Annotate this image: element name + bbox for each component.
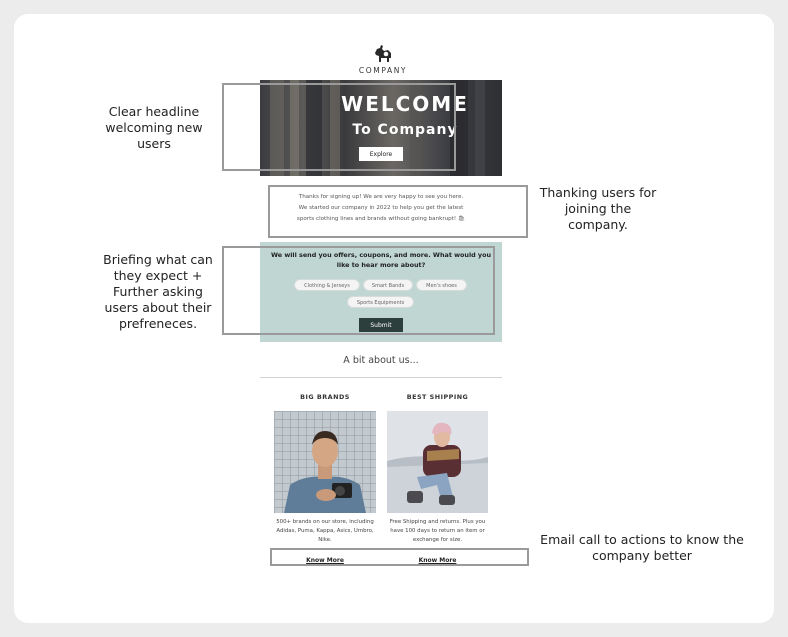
annotation-cta [536, 532, 748, 564]
description-line: Free Shipping and returns. Plus you [389, 519, 486, 525]
preferences-title-line: We will send you offers, coupons, and more. What would you [270, 251, 492, 259]
annotation-line: Clear headline [108, 104, 200, 119]
annotation-line: company better [592, 548, 692, 563]
hero-title: WELCOME [341, 92, 469, 116]
annotation-line: Briefing what can [103, 252, 213, 267]
man-with-camera-image [274, 411, 376, 513]
annotation-line: welcoming new [105, 120, 203, 135]
logo-text: COMPANY [358, 66, 408, 75]
annotation-box-briefing [222, 246, 495, 335]
annotation-line: they expect + [113, 268, 203, 283]
annotation-line: prefreneces. [118, 316, 198, 331]
annotation-thanking [534, 185, 662, 233]
big-brands-description [274, 518, 376, 545]
option-mens-shoes[interactable]: Men's shoes [416, 279, 467, 291]
big-brands-photo [274, 411, 376, 513]
description-line: Adidas, Puma, Kappa, Asics, Umbro, [276, 528, 374, 534]
about-heading: A bit about us... [343, 355, 419, 366]
description-line: exchange for size. [412, 537, 463, 543]
know-more-link-shipping[interactable]: Know More [418, 557, 457, 564]
description-line: 500+ brands on our store, including [276, 519, 374, 525]
annotation-box-headline [222, 83, 456, 171]
annotation-headline [100, 104, 208, 152]
camel-logo-icon [372, 44, 394, 64]
annotation-briefing [96, 252, 220, 332]
column-title-best-shipping: BEST SHIPPING [406, 393, 469, 401]
annotation-line: joining the [564, 201, 632, 216]
annotation-line: users [137, 136, 171, 151]
description-line: Nike. [318, 537, 332, 543]
know-more-link-brands[interactable]: Know More [306, 557, 344, 564]
thanks-line: We started our company in 2022 to help you get the latest [298, 205, 464, 211]
thanks-line: Thanks for signing up! We are very happy to see you here. [298, 194, 464, 200]
annotation-line: users about their [104, 300, 212, 315]
option-smart-bands[interactable]: Smart Bands [363, 279, 413, 291]
submit-button[interactable]: Submit [359, 318, 403, 332]
annotation-box-cta [270, 548, 529, 566]
best-shipping-description [387, 518, 488, 545]
annotation-line: Email call to actions to know the [540, 532, 744, 547]
option-clothing-jerseys[interactable]: Clothing & Jerseys [294, 279, 360, 291]
annotation-box-thanking [268, 185, 528, 238]
hero-subtitle: To Company [352, 122, 458, 138]
option-sports-equipments[interactable]: Sports Equipments [347, 296, 414, 308]
preferences-title-line: like to hear more about? [336, 261, 426, 269]
annotation-line: company. [568, 217, 628, 232]
thanks-line: sports clothing lines and brands without going bankrupt! 🛍 [296, 216, 466, 222]
woman-tying-shoes-image [387, 411, 488, 513]
annotation-line: Thanking users for [539, 185, 657, 200]
annotation-line: Further asking [113, 284, 203, 299]
explore-button[interactable]: Explore [359, 147, 403, 161]
divider [260, 377, 502, 378]
best-shipping-photo [387, 411, 488, 513]
description-line: have 100 days to return an item or [390, 528, 485, 534]
column-title-big-brands: BIG BRANDS [300, 393, 350, 401]
company-logo[interactable] [350, 44, 416, 75]
